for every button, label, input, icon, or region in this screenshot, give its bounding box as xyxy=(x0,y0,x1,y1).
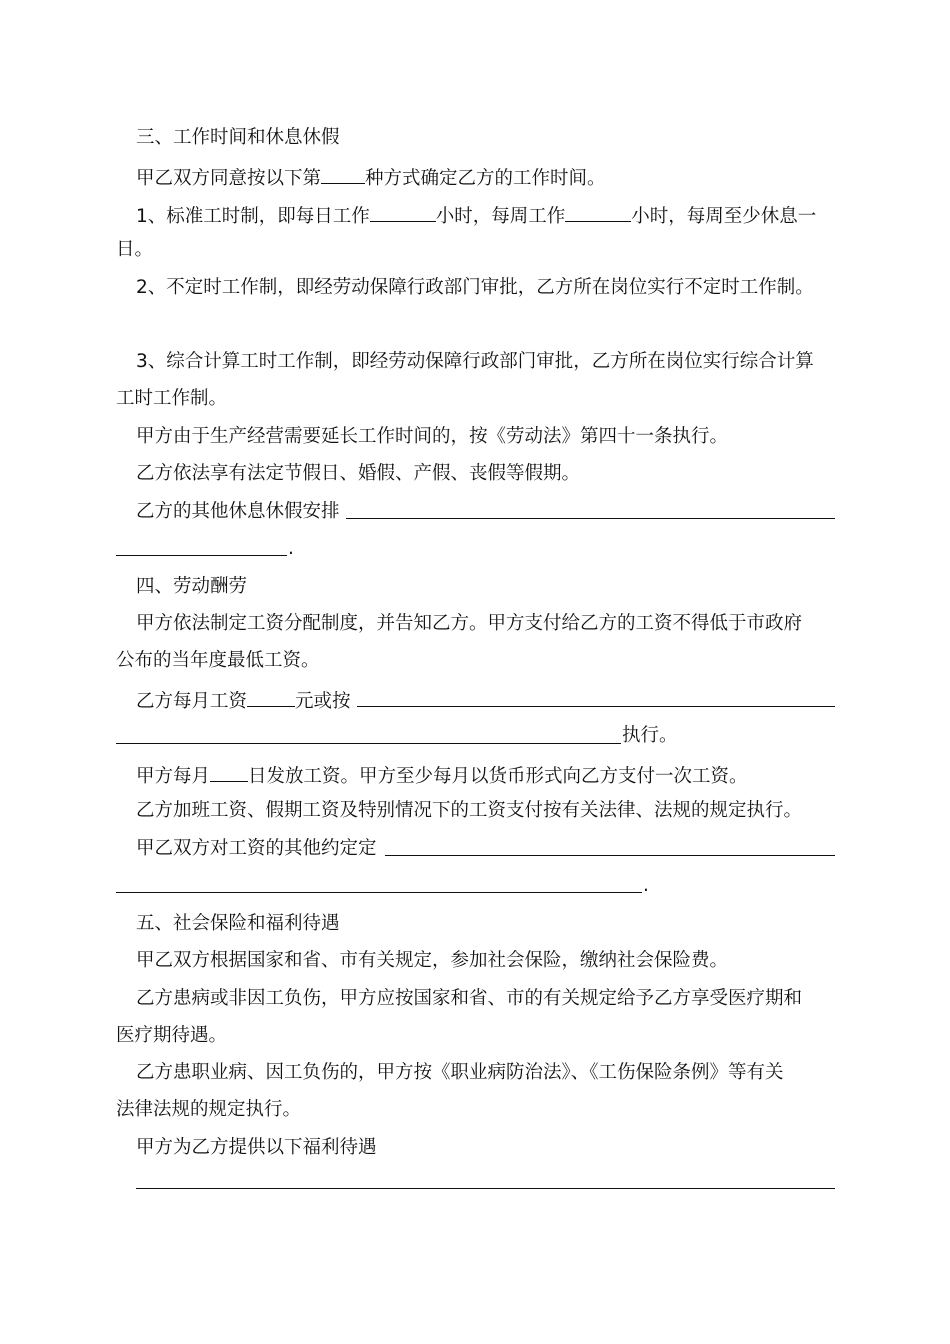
wage-execute-text: 执行。 xyxy=(622,725,678,746)
wage-policy: 甲方依法制定工资分配制度，并告知乙方。甲方支付给乙方的工资不得低于市政府 xyxy=(136,613,803,634)
wage-text-b: 元或按 xyxy=(295,691,351,712)
item-1 xyxy=(136,202,816,229)
monthly-wage-amount-blank[interactable] xyxy=(247,687,295,707)
social-insurance-clause: 甲乙双方根据国家和省、市有关规定，参加社会保险，缴纳社会保险费。 xyxy=(136,950,729,971)
item-1-text-a: 1、标准工时制，即每日工作 xyxy=(136,206,370,227)
other-rest-blank-line-2[interactable] xyxy=(116,555,287,556)
overtime-pay-clause: 乙方加班工资、假期工资及特别情况下的工资支付按有关法律、法规的规定执行。 xyxy=(136,800,803,821)
section-3-intro xyxy=(136,164,606,191)
intro-text-b: 种方式确定乙方的工作时间。 xyxy=(365,168,606,189)
overtime-clause: 甲方由于生产经营需要延长工作时间的，按《劳动法》第四十一条执行。 xyxy=(136,426,729,447)
other-wage-blank-line-2[interactable] xyxy=(116,892,642,893)
other-wage-period: . xyxy=(643,875,649,896)
other-rest-period: . xyxy=(288,538,294,559)
item-2: 2、不定时工作制，即经劳动保障行政部门审批，乙方所在岗位实行不定时工作制。 xyxy=(136,277,814,298)
item-3-continued: 工时工作制。 xyxy=(116,388,228,409)
occupational-disease-clause: 乙方患职业病、因工负伤的，甲方按《职业病防治法》、《工伤保险条例》等有关 xyxy=(136,1062,784,1083)
other-rest-blank-line-1[interactable] xyxy=(346,518,835,519)
other-wage-blank-line-1[interactable] xyxy=(385,855,835,856)
holidays-clause: 乙方依法享有法定节假日、婚假、产假、丧假等假期。 xyxy=(136,463,581,484)
medical-clause: 乙方患病或非因工负伤，甲方应按国家和省、市的有关规定给予乙方享受医疗期和 xyxy=(136,988,803,1009)
other-rest-label: 乙方的其他休息休假安排 xyxy=(136,501,340,522)
occupational-disease-continued: 法律法规的规定执行。 xyxy=(116,1099,302,1120)
item-1-text-b: 小时，每周工作 xyxy=(435,206,566,227)
section-3-heading: 三、工作时间和休息休假 xyxy=(136,127,340,148)
wage-text-a: 乙方每月工资 xyxy=(136,691,248,712)
wage-method-blank-line-1[interactable] xyxy=(357,706,835,707)
payday-blank[interactable] xyxy=(210,762,248,782)
wage-policy-continued: 公布的当年度最低工资。 xyxy=(116,650,320,671)
item-1-continued: 日。 xyxy=(116,239,154,260)
item-3: 3、综合计算工时工作制，即经劳动保障行政部门审批，乙方所在岗位实行综合计算 xyxy=(136,351,814,372)
section-5-heading: 五、社会保险和福利待遇 xyxy=(136,913,340,934)
medical-clause-continued: 医疗期待遇。 xyxy=(116,1025,228,1046)
welfare-blank-line[interactable] xyxy=(136,1188,835,1189)
weekly-hours-blank[interactable] xyxy=(565,202,631,222)
payday-text-b: 日发放工资。甲方至少每月以货币形式向乙方支付一次工资。 xyxy=(248,766,748,787)
payday-line xyxy=(136,762,748,789)
item-1-text-c: 小时，每周至少休息一 xyxy=(631,206,817,227)
welfare-label: 甲方为乙方提供以下福利待遇 xyxy=(136,1137,377,1158)
monthly-wage-line xyxy=(136,687,351,714)
daily-hours-blank[interactable] xyxy=(370,202,436,222)
wage-method-blank-line-2[interactable] xyxy=(116,743,621,744)
other-wage-label: 甲乙双方对工资的其他约定定 xyxy=(136,838,377,859)
method-number-blank[interactable] xyxy=(321,164,365,184)
intro-text-a: 甲乙双方同意按以下第 xyxy=(136,168,322,189)
payday-text-a: 甲方每月 xyxy=(136,766,211,787)
section-4-heading: 四、劳动酬劳 xyxy=(136,576,248,597)
